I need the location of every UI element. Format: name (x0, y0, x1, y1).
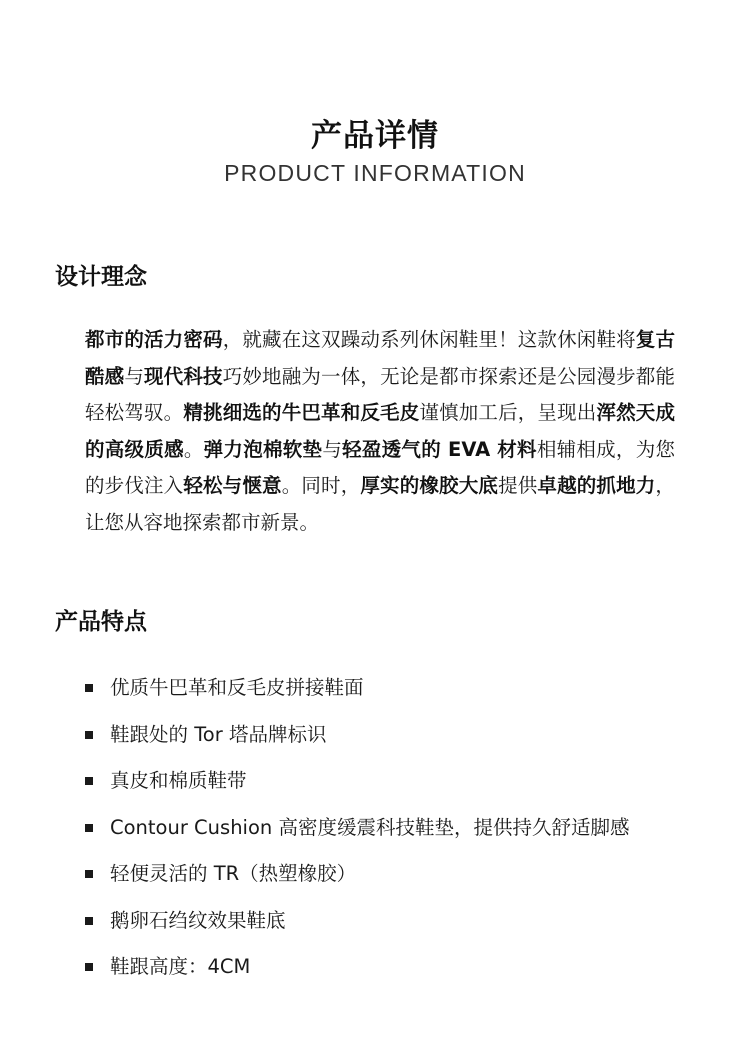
feature-item-label: Contour Cushion 高密度缓震科技鞋垫，提供持久舒适脚感 (110, 815, 630, 839)
body-text: 。同时， (281, 474, 361, 497)
highlight-text: 厚实的橡胶大底 (360, 474, 499, 497)
highlight-text: 轻盈透气的 EVA 材料 (342, 437, 537, 461)
page-title: 产品详情 (311, 118, 439, 154)
body-text: 相辅相成，为您的步伐注入 (85, 437, 675, 497)
highlight-text: 浑然天成的高级质感 (85, 401, 675, 461)
feature-item-label: 真皮和棉质鞋带 (110, 769, 247, 792)
square-bullet-icon (85, 684, 93, 692)
body-text: ，让您从容地探索都市新景。 (85, 474, 675, 534)
body-text: 。 (183, 437, 204, 461)
feature-item (85, 717, 705, 764)
feature-item (85, 810, 705, 857)
highlight-text: 都市的活力密码 (85, 328, 223, 351)
square-bullet-icon (85, 731, 93, 739)
feature-item (85, 670, 705, 717)
feature-item (85, 903, 705, 950)
highlight-text: 现代科技 (144, 364, 223, 388)
highlight-text: 精挑细选的牛巴革和反毛皮 (183, 401, 420, 424)
body-text: 巧妙地融为一体，无论是都市探索还是公园漫步都能轻松驾驭。 (85, 364, 675, 424)
body-text: 谨慎加工后，呈现出 (419, 401, 597, 424)
highlight-text: 复古酷感 (85, 328, 675, 388)
feature-item-label: 轻便灵活的 TR（热塑橡胶） (110, 862, 357, 885)
feature-item-label: 鞋跟高度：4CM (110, 955, 251, 978)
product-features-heading: 产品特点 (55, 609, 147, 635)
body-text: ，就藏在这双躁动系列休闲鞋里！这款休闲鞋将 (222, 328, 636, 351)
page-subtitle: PRODUCT INFORMATION (224, 160, 526, 186)
square-bullet-icon (85, 870, 93, 878)
body-text: 与 (322, 437, 343, 461)
body-text: 与 (124, 364, 145, 388)
highlight-text: 轻松与惬意 (183, 474, 282, 497)
feature-item-label: 鹅卵石绉纹效果鞋底 (110, 908, 286, 932)
feature-item (85, 949, 705, 996)
feature-item-label: 鞋跟处的 Tor 塔品牌标识 (110, 722, 327, 746)
square-bullet-icon (85, 824, 93, 832)
highlight-text: 卓越的抓地力 (537, 474, 656, 497)
feature-item (85, 763, 705, 810)
square-bullet-icon (85, 917, 93, 925)
body-text: 提供 (498, 474, 538, 497)
design-concept-heading: 设计理念 (55, 264, 147, 290)
feature-item-label: 优质牛巴革和反毛皮拼接鞋面 (110, 676, 364, 699)
design-concept-paragraph (85, 322, 675, 541)
feature-item (85, 856, 705, 903)
feature-list (85, 670, 705, 996)
square-bullet-icon (85, 963, 93, 971)
highlight-text: 弹力泡棉软垫 (203, 437, 323, 461)
square-bullet-icon (85, 777, 93, 785)
